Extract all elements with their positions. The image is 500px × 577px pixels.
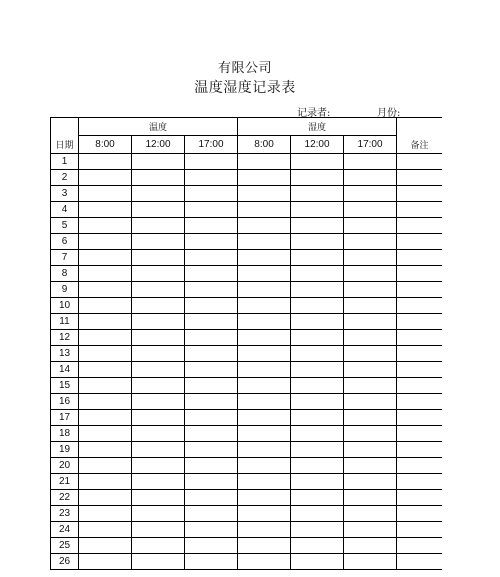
notes-cell[interactable] (397, 218, 442, 234)
humidity-17-cell[interactable] (344, 218, 397, 234)
humidity-17-cell[interactable] (344, 378, 397, 394)
notes-cell[interactable] (397, 538, 442, 554)
humidity-17-cell[interactable] (344, 250, 397, 266)
table-row (51, 234, 443, 250)
temperature-8-cell[interactable] (79, 346, 132, 362)
humidity-12-cell[interactable] (291, 202, 344, 218)
temperature-8-cell[interactable] (79, 554, 132, 570)
temperature-12-cell[interactable] (132, 458, 185, 474)
table-row (51, 218, 443, 234)
table-row (51, 186, 443, 202)
humidity-17-cell[interactable] (344, 362, 397, 378)
humidity-8-cell[interactable] (238, 458, 291, 474)
humidity-17-cell[interactable] (344, 458, 397, 474)
temperature-12-cell[interactable] (132, 250, 185, 266)
humidity-12-cell[interactable] (291, 394, 344, 410)
temperature-17-cell[interactable] (185, 218, 238, 234)
temperature-12-cell[interactable] (132, 218, 185, 234)
humidity-17-cell[interactable] (344, 410, 397, 426)
temperature-8-cell[interactable] (79, 330, 132, 346)
temperature-8-cell[interactable] (79, 314, 132, 330)
day-number: 19 (51, 442, 79, 458)
day-number: 7 (51, 250, 79, 266)
humidity-17-cell[interactable] (344, 442, 397, 458)
humidity-12-cell[interactable] (291, 186, 344, 202)
day-number: 15 (51, 378, 79, 394)
notes-cell[interactable] (397, 362, 442, 378)
day-number: 6 (51, 234, 79, 250)
day-number: 24 (51, 522, 79, 538)
temperature-12-cell[interactable] (132, 474, 185, 490)
temperature-8-cell[interactable] (79, 538, 132, 554)
temperature-12-cell[interactable] (132, 314, 185, 330)
humidity-12-cell[interactable] (291, 250, 344, 266)
humidity-8-cell[interactable] (238, 330, 291, 346)
temperature-17-cell[interactable] (185, 266, 238, 282)
temperature-8-cell[interactable] (79, 298, 132, 314)
notes-header: 备注 (397, 136, 442, 154)
notes-cell[interactable] (397, 250, 442, 266)
temperature-17-cell[interactable] (185, 170, 238, 186)
notes-cell[interactable] (397, 522, 442, 538)
temperature-17-cell[interactable] (185, 314, 238, 330)
form-title: 温度湿度记录表 (194, 80, 296, 96)
humidity-8-cell[interactable] (238, 298, 291, 314)
humidity-17-cell[interactable] (344, 202, 397, 218)
table-row (51, 394, 443, 410)
humidity-12-cell[interactable] (291, 474, 344, 490)
temperature-17-cell[interactable] (185, 362, 238, 378)
humidity-12-cell[interactable] (291, 218, 344, 234)
humidity-8-cell[interactable] (238, 554, 291, 570)
notes-cell[interactable] (397, 170, 442, 186)
humidity-12-cell[interactable] (291, 522, 344, 538)
humidity-8-cell[interactable] (238, 474, 291, 490)
day-number: 25 (51, 538, 79, 554)
humidity-8-cell[interactable] (238, 202, 291, 218)
humidity-8-cell[interactable] (238, 154, 291, 170)
table-row (51, 554, 443, 570)
humidity-12-cell[interactable] (291, 426, 344, 442)
temperature-17-cell[interactable] (185, 522, 238, 538)
temperature-17-cell[interactable] (185, 282, 238, 298)
humidity-12-cell[interactable] (291, 490, 344, 506)
temperature-8-cell[interactable] (79, 426, 132, 442)
notes-cell[interactable] (397, 314, 442, 330)
notes-header-top (397, 118, 442, 136)
day-number: 4 (51, 202, 79, 218)
notes-cell[interactable] (397, 154, 442, 170)
temperature-8-cell[interactable] (79, 154, 132, 170)
temperature-17-cell[interactable] (185, 186, 238, 202)
temperature-17-cell[interactable] (185, 346, 238, 362)
day-number: 11 (51, 314, 79, 330)
temperature-12-cell[interactable] (132, 538, 185, 554)
humidity-12-cell[interactable] (291, 266, 344, 282)
notes-cell[interactable] (397, 378, 442, 394)
notes-cell[interactable] (397, 266, 442, 282)
humidity-time-header: 8:00 (238, 136, 291, 154)
temperature-17-cell[interactable] (185, 538, 238, 554)
humidity-8-cell[interactable] (238, 522, 291, 538)
temperature-8-cell[interactable] (79, 458, 132, 474)
temperature-17-cell[interactable] (185, 426, 238, 442)
day-number: 17 (51, 410, 79, 426)
temperature-8-cell[interactable] (79, 170, 132, 186)
temperature-8-cell[interactable] (79, 186, 132, 202)
header-time-row (51, 136, 443, 154)
temperature-12-cell[interactable] (132, 330, 185, 346)
day-number: 1 (51, 154, 79, 170)
humidity-8-cell[interactable] (238, 394, 291, 410)
day-number: 14 (51, 362, 79, 378)
temperature-8-cell[interactable] (79, 266, 132, 282)
temperature-time-header: 8:00 (79, 136, 132, 154)
recorder-label: 记录者: (297, 108, 331, 119)
humidity-group-header: 湿度 (238, 118, 397, 136)
notes-cell[interactable] (397, 394, 442, 410)
day-number: 5 (51, 218, 79, 234)
humidity-8-cell[interactable] (238, 506, 291, 522)
humidity-8-cell[interactable] (238, 362, 291, 378)
temperature-17-cell[interactable] (185, 202, 238, 218)
notes-cell[interactable] (397, 458, 442, 474)
notes-cell[interactable] (397, 490, 442, 506)
table-row (51, 170, 443, 186)
humidity-12-cell[interactable] (291, 538, 344, 554)
table-row (51, 410, 443, 426)
temperature-8-cell[interactable] (79, 250, 132, 266)
notes-cell[interactable] (397, 554, 442, 570)
day-number: 2 (51, 170, 79, 186)
humidity-8-cell[interactable] (238, 186, 291, 202)
table-row (51, 506, 443, 522)
humidity-17-cell[interactable] (344, 506, 397, 522)
day-number: 20 (51, 458, 79, 474)
notes-cell[interactable] (397, 506, 442, 522)
notes-cell[interactable] (397, 442, 442, 458)
temperature-12-cell[interactable] (132, 506, 185, 522)
date-header-top (51, 118, 79, 136)
humidity-12-cell[interactable] (291, 330, 344, 346)
table-row (51, 442, 443, 458)
humidity-8-cell[interactable] (238, 378, 291, 394)
humidity-12-cell[interactable] (291, 458, 344, 474)
table-row (51, 426, 443, 442)
temperature-12-cell[interactable] (132, 362, 185, 378)
table-row (51, 330, 443, 346)
humidity-12-cell[interactable] (291, 314, 344, 330)
humidity-12-cell[interactable] (291, 362, 344, 378)
day-number: 8 (51, 266, 79, 282)
humidity-17-cell[interactable] (344, 474, 397, 490)
temperature-8-cell[interactable] (79, 490, 132, 506)
temperature-17-cell[interactable] (185, 154, 238, 170)
humidity-12-cell[interactable] (291, 282, 344, 298)
temperature-time-header: 12:00 (132, 136, 185, 154)
humidity-17-cell[interactable] (344, 538, 397, 554)
temperature-12-cell[interactable] (132, 170, 185, 186)
humidity-17-cell[interactable] (344, 314, 397, 330)
table-row (51, 458, 443, 474)
humidity-17-cell[interactable] (344, 522, 397, 538)
temperature-12-cell[interactable] (132, 282, 185, 298)
temperature-8-cell[interactable] (79, 442, 132, 458)
humidity-17-cell[interactable] (344, 186, 397, 202)
humidity-12-cell[interactable] (291, 554, 344, 570)
humidity-17-cell[interactable] (344, 266, 397, 282)
humidity-17-cell[interactable] (344, 554, 397, 570)
date-header: 日期 (51, 136, 79, 154)
temperature-8-cell[interactable] (79, 234, 132, 250)
day-number: 26 (51, 554, 79, 570)
record-table (50, 117, 442, 570)
notes-cell[interactable] (397, 330, 442, 346)
temperature-8-cell[interactable] (79, 218, 132, 234)
humidity-8-cell[interactable] (238, 218, 291, 234)
temperature-12-cell[interactable] (132, 554, 185, 570)
day-number: 9 (51, 282, 79, 298)
humidity-12-cell[interactable] (291, 170, 344, 186)
humidity-8-cell[interactable] (238, 346, 291, 362)
record-sheet (50, 117, 442, 577)
day-number: 13 (51, 346, 79, 362)
table-row (51, 522, 443, 538)
humidity-17-cell[interactable] (344, 394, 397, 410)
table-row (51, 250, 443, 266)
day-number: 21 (51, 474, 79, 490)
temperature-12-cell[interactable] (132, 234, 185, 250)
humidity-8-cell[interactable] (238, 250, 291, 266)
notes-cell[interactable] (397, 474, 442, 490)
temperature-17-cell[interactable] (185, 234, 238, 250)
humidity-time-header: 12:00 (291, 136, 344, 154)
temperature-12-cell[interactable] (132, 410, 185, 426)
humidity-12-cell[interactable] (291, 298, 344, 314)
temperature-17-cell[interactable] (185, 442, 238, 458)
day-number: 18 (51, 426, 79, 442)
table-row (51, 314, 443, 330)
humidity-17-cell[interactable] (344, 490, 397, 506)
humidity-17-cell[interactable] (344, 330, 397, 346)
humidity-12-cell[interactable] (291, 378, 344, 394)
humidity-12-cell[interactable] (291, 442, 344, 458)
table-row (51, 378, 443, 394)
temperature-12-cell[interactable] (132, 378, 185, 394)
day-number: 22 (51, 490, 79, 506)
table-row (51, 202, 443, 218)
humidity-8-cell[interactable] (238, 314, 291, 330)
day-number: 23 (51, 506, 79, 522)
temperature-17-cell[interactable] (185, 378, 238, 394)
humidity-17-cell[interactable] (344, 154, 397, 170)
temperature-17-cell[interactable] (185, 506, 238, 522)
humidity-12-cell[interactable] (291, 234, 344, 250)
temperature-17-cell[interactable] (185, 474, 238, 490)
humidity-8-cell[interactable] (238, 266, 291, 282)
temperature-8-cell[interactable] (79, 522, 132, 538)
table-row (51, 362, 443, 378)
table-row (51, 298, 443, 314)
humidity-17-cell[interactable] (344, 234, 397, 250)
temperature-17-cell[interactable] (185, 490, 238, 506)
table-row (51, 474, 443, 490)
temperature-12-cell[interactable] (132, 522, 185, 538)
notes-cell[interactable] (397, 202, 442, 218)
notes-cell[interactable] (397, 282, 442, 298)
temperature-12-cell[interactable] (132, 154, 185, 170)
temperature-8-cell[interactable] (79, 474, 132, 490)
humidity-12-cell[interactable] (291, 346, 344, 362)
humidity-17-cell[interactable] (344, 282, 397, 298)
notes-cell[interactable] (397, 426, 442, 442)
temperature-17-cell[interactable] (185, 330, 238, 346)
temperature-12-cell[interactable] (132, 298, 185, 314)
notes-cell[interactable] (397, 410, 442, 426)
notes-cell[interactable] (397, 234, 442, 250)
table-row (51, 538, 443, 554)
temperature-17-cell[interactable] (185, 554, 238, 570)
humidity-8-cell[interactable] (238, 538, 291, 554)
table-row (51, 346, 443, 362)
humidity-17-cell[interactable] (344, 170, 397, 186)
humidity-8-cell[interactable] (238, 426, 291, 442)
temperature-12-cell[interactable] (132, 266, 185, 282)
temperature-8-cell[interactable] (79, 202, 132, 218)
temperature-8-cell[interactable] (79, 410, 132, 426)
humidity-8-cell[interactable] (238, 442, 291, 458)
temperature-8-cell[interactable] (79, 394, 132, 410)
temperature-12-cell[interactable] (132, 202, 185, 218)
table-row (51, 154, 443, 170)
month-label: 月份: (377, 108, 401, 119)
temperature-12-cell[interactable] (132, 490, 185, 506)
notes-cell[interactable] (397, 346, 442, 362)
temperature-17-cell[interactable] (185, 250, 238, 266)
temperature-17-cell[interactable] (185, 298, 238, 314)
temperature-17-cell[interactable] (185, 458, 238, 474)
humidity-8-cell[interactable] (238, 490, 291, 506)
temperature-17-cell[interactable] (185, 410, 238, 426)
header-group-row (51, 118, 443, 136)
temperature-8-cell[interactable] (79, 362, 132, 378)
humidity-8-cell[interactable] (238, 282, 291, 298)
temperature-17-cell[interactable] (185, 394, 238, 410)
day-number: 10 (51, 298, 79, 314)
notes-cell[interactable] (397, 298, 442, 314)
humidity-time-header: 17:00 (344, 136, 397, 154)
temperature-group-header: 温度 (79, 118, 238, 136)
table-row (51, 490, 443, 506)
humidity-8-cell[interactable] (238, 170, 291, 186)
company-name: 有限公司 (217, 61, 272, 76)
temperature-8-cell[interactable] (79, 506, 132, 522)
humidity-8-cell[interactable] (238, 410, 291, 426)
day-number: 16 (51, 394, 79, 410)
temperature-12-cell[interactable] (132, 426, 185, 442)
table-row (51, 282, 443, 298)
temperature-12-cell[interactable] (132, 186, 185, 202)
humidity-8-cell[interactable] (238, 234, 291, 250)
temperature-12-cell[interactable] (132, 442, 185, 458)
notes-cell[interactable] (397, 186, 442, 202)
day-number: 12 (51, 330, 79, 346)
temperature-8-cell[interactable] (79, 282, 132, 298)
day-number: 3 (51, 186, 79, 202)
temperature-12-cell[interactable] (132, 394, 185, 410)
temperature-time-header: 17:00 (185, 136, 238, 154)
table-row (51, 266, 443, 282)
humidity-12-cell[interactable] (291, 506, 344, 522)
temperature-12-cell[interactable] (132, 346, 185, 362)
humidity-17-cell[interactable] (344, 426, 397, 442)
humidity-17-cell[interactable] (344, 298, 397, 314)
humidity-12-cell[interactable] (291, 154, 344, 170)
humidity-17-cell[interactable] (344, 346, 397, 362)
humidity-12-cell[interactable] (291, 410, 344, 426)
temperature-8-cell[interactable] (79, 378, 132, 394)
